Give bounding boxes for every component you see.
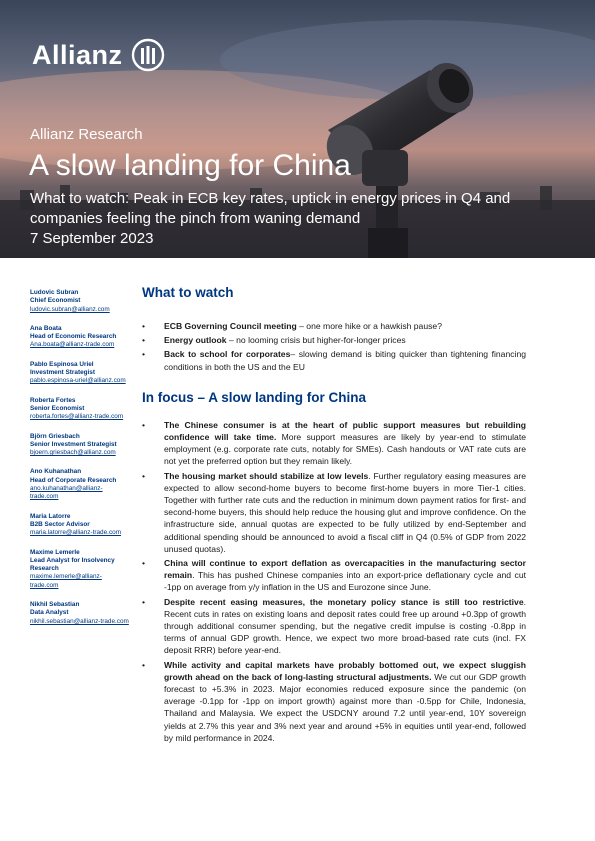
allianz-eagle-icon xyxy=(131,38,165,72)
list-item xyxy=(142,596,526,657)
contact-name: Maria Latorre xyxy=(30,512,71,520)
contact-card xyxy=(30,289,130,314)
contact-role: Lead Analyst for Insolvency Research xyxy=(30,556,115,573)
contact-role: Head of Economic Research xyxy=(30,333,117,341)
contact-email-link[interactable]: nikhil.sebastian@allianz-trade.com xyxy=(30,617,129,625)
contact-email-link[interactable]: Ana.boata@allianz-trade.com xyxy=(30,341,115,349)
allianz-logo xyxy=(32,38,165,72)
contact-card xyxy=(30,549,130,590)
contact-name: Ana Boata xyxy=(30,324,62,332)
item-lead: ECB Governing Council meeting xyxy=(164,321,297,331)
contact-role: Investment Strategist xyxy=(30,369,95,377)
item-text: – slowing demand is biting quicker than tightening financing conditions in both the US and the EU xyxy=(164,349,526,372)
list-item xyxy=(142,470,526,555)
item-lead: While activity and capital markets have probably bottomed out, we expect sluggish growth ahead on the back of long-lasting structural adjustments. xyxy=(164,659,526,682)
publication-date: 7 September 2023 xyxy=(30,230,154,247)
contact-role: Chief Economist xyxy=(30,297,81,305)
item-lead: The housing market should stabilize at low levels xyxy=(164,470,369,481)
page-subtitle: What to watch: Peak in ECB key rates, uptick in energy prices in Q4 and companies feeling the pinch from waning demand xyxy=(30,190,511,227)
contact-card xyxy=(30,433,130,458)
item-lead: China will continue to export deflation as overcapacities in the manufacturing sector remain xyxy=(164,558,526,581)
list-item xyxy=(142,320,526,332)
item-text: – one more hike or a hawkish pause? xyxy=(296,321,442,331)
contact-card xyxy=(30,397,130,422)
contact-name: Roberta Fortes xyxy=(30,396,76,404)
contact-email-link[interactable]: ano.kuhanathan@allianz-trade.com xyxy=(30,485,103,501)
contact-role: Head of Corporate Research xyxy=(30,476,117,484)
item-lead: Energy outlook xyxy=(164,335,227,346)
contact-email-link[interactable]: roberta.fortes@allianz-trade.com xyxy=(30,413,124,421)
contact-card xyxy=(30,361,130,386)
item-lead: Back to school for corporates xyxy=(164,349,291,360)
series-label: Allianz Research xyxy=(30,126,143,143)
what-to-watch-list xyxy=(142,320,526,373)
item-text: We cut our GDP growth forecast to +5.3% in 2023. Major economies reduced exposure since the pandemic (on average -0.1pp for -1pp on import growth) against more than -0.5pp for Chile, Indonesia, Thailand and Malaysia. We expect the USDCNY around 7.2 until year-end, 10Y sovereign yields at 2.7% this year and 3% next year and around +5% in equities until year-end, followed by mild performance in 2024. xyxy=(164,671,526,743)
hero-banner xyxy=(0,0,595,258)
list-item xyxy=(142,419,526,468)
contact-name: Nikhil Sebastian xyxy=(30,601,80,609)
contact-email-link[interactable]: bjoern.griesbach@allianz.com xyxy=(30,449,116,457)
contact-name: Ano Kuhanathan xyxy=(30,468,82,476)
contact-name: Ludovic Subran xyxy=(30,289,79,296)
brand-name: Allianz xyxy=(32,39,123,70)
contact-email-link[interactable]: maria.latorre@allianz-trade.com xyxy=(30,529,122,537)
list-item xyxy=(142,659,526,744)
contact-card xyxy=(30,325,130,350)
item-text: More support measures are likely by year-end to stimulate employment (e.g. corporate rate cuts, notably for SMEs). Cash handouts or VAT rate cuts are not yet the preferred option but they remain likely. xyxy=(164,432,526,467)
item-text: . This has pushed Chinese companies into an export-price deflationary cycle and cut -1pp on average from y/y inflation in the US and Eurozone since June. xyxy=(164,570,526,593)
contact-email-link[interactable]: ludovic.subran@allianz.com xyxy=(30,305,110,313)
item-text: – no looming crisis but higher-for-longer prices xyxy=(226,335,406,346)
contact-card xyxy=(30,601,130,626)
item-text: . Further regulatory easing measures are expected to allow second-home buyers to become first-home buyers in more Tier-1 cities. Together with further rate cuts and the reduction in minimum down payment ratios for first- and second-home buyers, this should help reduce the housing glut and improve confidence. On the infrastructure side, annual quotas are expected to be fully utilized by end-September and additional spending should be announced to avoid a fiscal cliff in Q4 (0.5% of GDP from 2022 unused quotas). xyxy=(164,470,526,554)
item-lead: The Chinese consumer is at the heart of public support measures but rebuilding confidence will take time. xyxy=(164,419,526,443)
list-item xyxy=(142,348,526,372)
contact-card xyxy=(30,513,130,538)
contact-email-link[interactable]: maxime.lemerle@allianz-trade.com xyxy=(30,573,102,589)
contact-name: Pablo Espinosa Uriel xyxy=(30,360,94,368)
item-lead: Despite recent easing measures, the monetary policy stance is still too restrictive xyxy=(164,596,524,607)
contact-email-link[interactable]: pablo.espinosa-uriel@allianz.com xyxy=(30,377,126,385)
what-to-watch-heading: What to watch xyxy=(142,285,234,300)
in-focus-heading: In focus – A slow landing for China xyxy=(142,389,367,405)
list-item xyxy=(142,334,526,346)
main-content xyxy=(142,285,526,746)
contact-name: Maxime Lemerle xyxy=(30,548,80,556)
in-focus-list xyxy=(142,419,526,744)
contact-role: Data Analyst xyxy=(30,609,69,617)
contact-card xyxy=(30,468,130,501)
page-title: A slow landing for China xyxy=(29,149,351,182)
list-item xyxy=(142,557,526,594)
contact-role: Senior Economist xyxy=(30,404,85,412)
contact-name: Björn Griesbach xyxy=(30,432,80,440)
contact-role: B2B Sector Advisor xyxy=(30,520,90,528)
item-text: . Recent cuts in rates on existing loans and deposit rates could free up around +0.3pp of growth through additional consumer spending, but the negative credit impulse is costing -0.8pp in terms of annual GDP growth. Hence, we expect two more broad-based rate cuts (incl. FX deposit RRR) before year-end. xyxy=(164,596,526,656)
contacts-sidebar xyxy=(30,289,130,637)
contact-role: Senior Investment Strategist xyxy=(30,440,117,448)
